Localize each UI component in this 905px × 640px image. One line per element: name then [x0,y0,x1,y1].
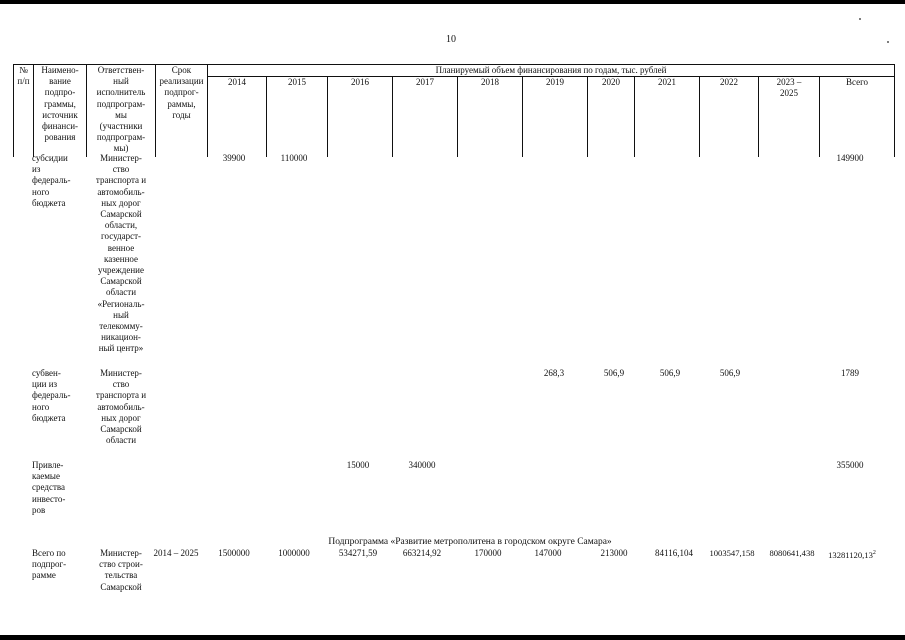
row-source-name: субсидии из федераль- ного бюджета [32,153,71,208]
row-value-2020: 506,9 [603,368,625,378]
scan-speck [859,18,861,20]
row-value-2020: 213000 [600,548,628,558]
row-value-2015: 1000000 [278,548,310,558]
row-value-2016: 534271,59 [338,548,378,558]
header-col-responsible: Ответствен- ный исполнитель подпрограм- мы (участники подпрограм- мы) [87,65,156,157]
top-border [0,0,905,4]
row-value-2022: 1003547,158 [709,548,755,558]
row-responsible: Министер- ство транспорта и автомобиль- ных дорог Самарской области, государст- венное казенное учреждение Самарской области «Региональ- ный телекомму- никацион- ный центр» [95,153,147,354]
row-value-2018: 170000 [474,548,502,558]
header-year-2021: 2021 [635,77,700,157]
header-year-2015: 2015 [267,77,328,157]
header-year-2016: 2016 [328,77,393,157]
row-value-2022: 506,9 [719,368,741,378]
header-year-2014: 2014 [208,77,267,157]
header-col-number: № п/п [14,65,34,157]
row-value-2016: 15000 [346,460,370,470]
row-value-total: 13281120,13$^2$ [828,549,876,560]
row-source-name: Привле- каемые средства инвесто- ров [32,460,66,515]
header-year-2017: 2017 [393,77,458,157]
row-source-name: субвен- ции из федераль- ного бюджета [32,368,71,423]
scan-speck [887,41,889,43]
row-value-2014: 1500000 [218,548,250,558]
row-value-2021: 506,9 [659,368,681,378]
subprogram-title: Подпрограмма «Развитие метрополитена в городском округе Самара» [328,537,612,547]
row-value-2017: 340000 [408,460,436,470]
header-col-planned-financing: Планируемый объем финансирования по годам, тыс. рублей [208,65,895,77]
row-value-2017: 663214,92 [402,548,442,558]
row-value-2014: 39900 [222,153,246,163]
row-value-total: 1789 [841,368,859,378]
row-value-2019: 268,3 [543,368,565,378]
page-number: 10 [446,34,456,45]
bottom-border [0,635,905,640]
header-year-2019: 2019 [523,77,588,157]
row-term: 2014 – 2025 [153,548,199,558]
row-value-2021: 84116,104 [655,548,693,558]
header-year-2020: 2020 [588,77,635,157]
row-value-2019: 147000 [534,548,562,558]
row-responsible: Министер- ство строи- тельства Самарской [99,548,143,592]
header-year-2023-2025: 2023 – 2025 [759,77,820,157]
row-responsible: Министер- ство транспорта и автомобиль- ных дорог Самарской области [95,368,147,446]
row-source-name: Всего по подпрог- рамме [32,548,67,581]
row-value-total: 149900 [836,153,864,163]
row-value-2023-2025: 8080641,438 [769,548,815,558]
header-total: Всего [820,77,895,157]
row-value-2015: 110000 [280,153,308,163]
header-col-term: Срок реализации подпрог- раммы, годы [156,65,208,157]
header-year-2022: 2022 [700,77,759,157]
footnote-mark: 2 [872,550,876,556]
financing-table-header [13,64,895,157]
row-value-total: 355000 [836,460,864,470]
header-year-2018: 2018 [458,77,523,157]
header-col-name: Наимено- вание подпро- граммы, источник финанси- рования [34,65,87,157]
